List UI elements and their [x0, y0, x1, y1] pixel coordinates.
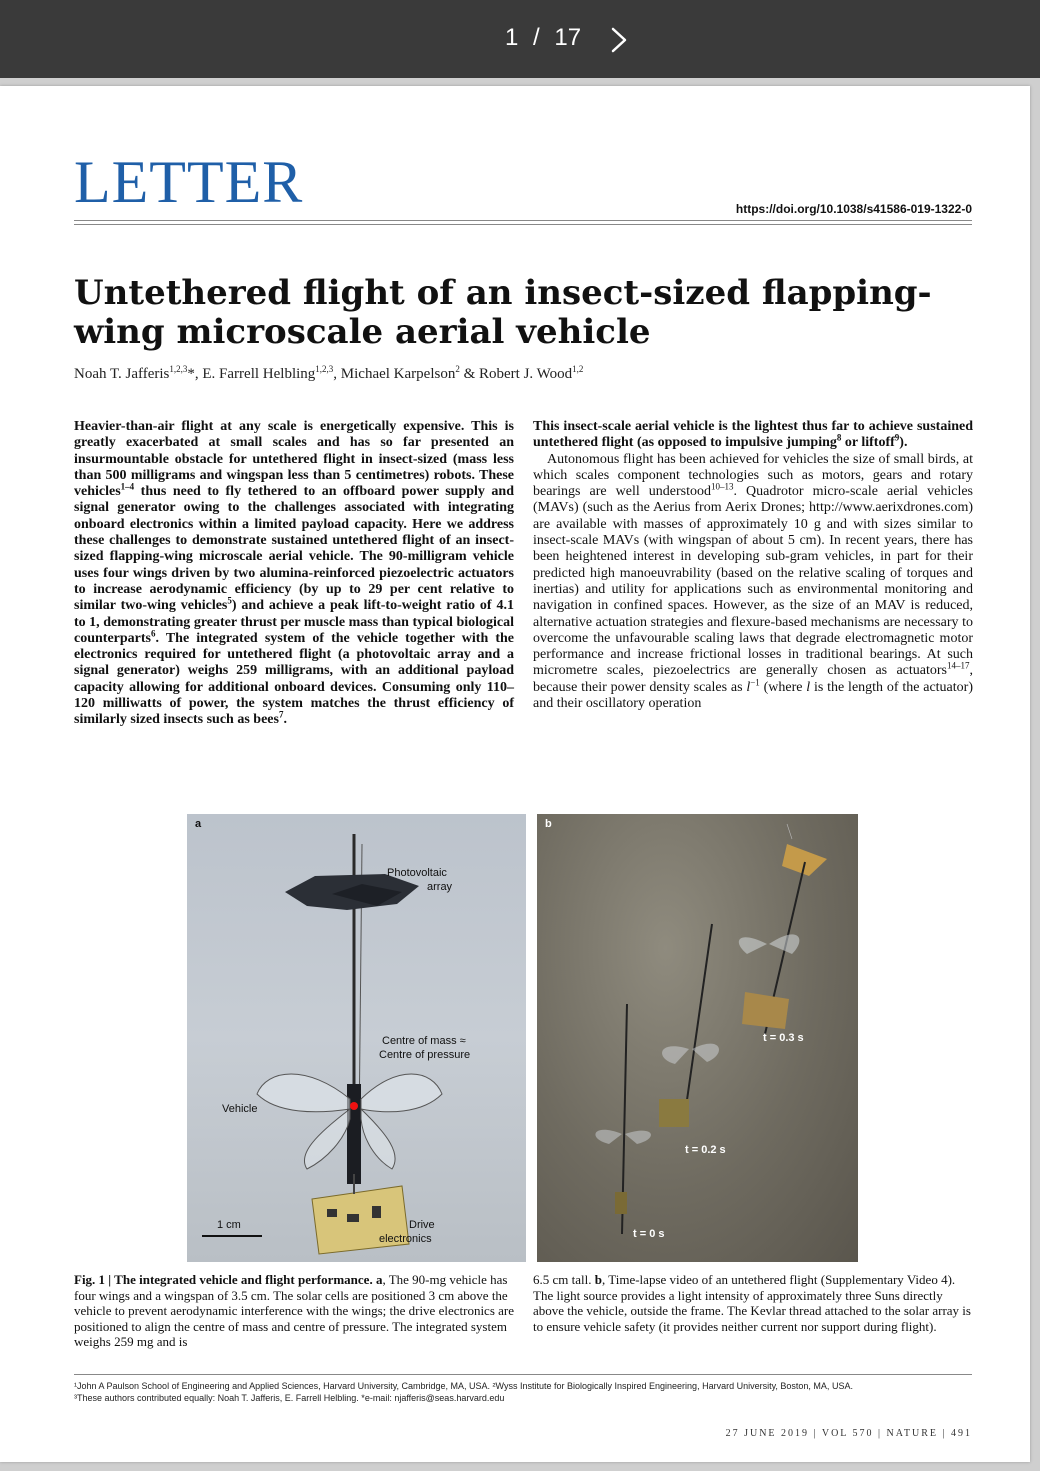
doi-link[interactable]: https://doi.org/10.1038/s41586-019-1322-0 [735, 202, 972, 216]
body-column [533, 419, 973, 712]
body-text-run: , because their power density scales as [533, 663, 973, 695]
total-pages: 17 [554, 24, 582, 51]
body-text-run: 14–17 [947, 660, 970, 671]
viewer-toolbar [0, 0, 1040, 78]
author-affiliation: 1,2 [572, 364, 584, 374]
author-name: Michael Karpelson [340, 366, 456, 382]
abstract-text-run: 7 [278, 709, 284, 720]
abstract [74, 419, 514, 729]
caption-text-run: b [594, 1272, 602, 1287]
body-text-run: Autonomous flight has been achieved for vehicles the size of small birds, at which scales component technologies such as motors, gears and rotary bearings are well understood [533, 451, 973, 500]
caption-text-run: , The 90-mg vehicle has four wings and a wingspan of 3.5 cm. The solar cells are positioned 3 cm above the vehicle to prevent aerodynamic interference with the wings; the drive electronics are positioned to align the centre of mass and centre of pressure. The integrated system weighs 259 mg and is [74, 1272, 515, 1349]
header-rule [74, 220, 972, 221]
array-label: array [427, 881, 453, 893]
affiliations-line: ¹John A Paulson School of Engineering and Applied Sciences, Harvard University, Cambridge, MA, USA. ²Wyss Institute for Biologically Inspired Engineering, Harvard University, Boston, MA, USA. [74, 1381, 853, 1391]
time-label-0-2s: t = 0.2 s [685, 1144, 726, 1156]
time-lapse-photo [537, 814, 858, 1262]
section-heading: LETTER [74, 149, 304, 215]
chevron-right-icon [604, 20, 634, 60]
caption-text-run: 6.5 cm tall. [533, 1272, 595, 1287]
intro-text-run: 8 [836, 432, 842, 443]
body-text-run: l [806, 679, 811, 695]
panel-label: a [195, 818, 202, 830]
page-separator: / [533, 24, 540, 51]
intro-text-run: ). [899, 435, 908, 451]
abstract-text-run: thus need to fly tethered to an offboard power supply and signal generator owing to the challenges associated with integrating onboard electronics within a limited payload capacity. Here we address these challenges to demonstrate sustained untethered flight of an insect-sized flapping-wing microscale aerial vehicle. The 90-milligram vehicle uses four wings driven by two alumina-reinforced piezoelectric actuators to increase aerodynamic efficiency (by up to 29 per cent relative to similar two-wing vehicles [74, 484, 514, 614]
affiliations-footnote [74, 1380, 974, 1404]
figure-caption-left [74, 1272, 514, 1350]
abstract-text-run: . The integrated system of the vehicle together with the electronics required for untethered flight (a photovoltaic array and a signal generator) weighs 259 milligrams, with an additional payload capacity allowing for additional onboard devices. Consuming only 110–120 milliwatts of power, the system matches the thrust efficiency of similarly sized insects such as bees [74, 630, 514, 728]
intro-text-run: 9 [894, 432, 900, 443]
bold-intro-paragraph [533, 419, 973, 452]
vehicle-label: Vehicle [222, 1103, 258, 1115]
panel-label: b [545, 818, 552, 830]
abstract-text-run: 5 [227, 595, 232, 606]
figure-panel-b [537, 814, 858, 1262]
document-page [0, 86, 1030, 1462]
drive-label: Drive [409, 1219, 435, 1231]
footnote-rule [74, 1374, 972, 1375]
body-text-run: l [746, 679, 751, 695]
time-label-0s: t = 0 s [633, 1228, 665, 1240]
time-label-0-3s: t = 0.3 s [763, 1032, 804, 1044]
author-name: Robert J. Wood [479, 366, 573, 382]
body-text-run: (where [759, 679, 807, 695]
body-text-run: −1 [750, 677, 760, 688]
body-text-run: . Quadrotor micro-scale aerial vehicles (MAVs) (such as the Aerius from Aerix Drones; http://www.aerixdrones.com) are available with masses of approximately 10 g and with sizes similar to insect-scale MAVs (with wingspan of about 5 cm). In recent years, there has been heightened interest in developing sub-gram vehicles, in part for their predicted high manoeuvrability (based on the relative scaling of torques and inertias) and utility for applications such as environmental monitoring and navigation in confined spaces. However, as the size of an MAV is reduced, alternative actuation strategies and flexure-based mechanisms are necessary to overcome the unfavourable scaling laws that degrade electromagnetic motor performance and increase frictional losses in traditional bearings. At such micrometre scales, piezoelectrics are generally chosen as actuators [533, 484, 973, 679]
photovoltaic-label: Photovoltaic [387, 867, 447, 879]
scale-bar-label: 1 cm [217, 1219, 241, 1231]
author-affiliation: 2 [455, 364, 460, 374]
figure-panel-a [187, 814, 526, 1262]
header-rule [74, 224, 972, 225]
body-text-run: 10–13 [711, 481, 734, 492]
abstract-text-run: 1–4 [120, 481, 135, 492]
author-name: Noah T. Jafferis [74, 366, 170, 382]
centre-of-pressure-label: Centre of pressure [379, 1049, 471, 1061]
author-list: Noah T. Jafferis$^{1,2,3}$*, E. Farrell Helbling$^{1,2,3}$, Michael Karpelson$^2$ & Robert J. Wood$^{1,2}$ [74, 364, 584, 382]
current-page-number[interactable]: 1 [505, 24, 519, 51]
abstract-text-run: . [283, 712, 287, 728]
electronics-label: electronics [379, 1233, 432, 1245]
contributions-line: ³These authors contributed equally: Noah T. Jafferis, E. Farrell Helbling. *e-mail: njafferis@seas.harvard.edu [74, 1393, 505, 1403]
author-name: E. Farrell Helbling [202, 366, 316, 382]
author-affiliation: 1,2,3 [169, 364, 188, 374]
body-text-run: is the length of the actuator) and their oscillatory operation [533, 679, 973, 712]
author-affiliation: 1,2,3 [315, 364, 334, 374]
centre-of-mass-label: Centre of mass ≈ [382, 1035, 466, 1047]
next-page-button[interactable] [604, 20, 634, 60]
abstract-text-run: 6 [151, 628, 156, 639]
vehicle-photo [187, 814, 526, 1262]
page-indicator [505, 24, 581, 52]
figure-caption-right [533, 1272, 973, 1334]
abstract-text-run: Heavier-than-air flight at any scale is energetically expensive. This is greatly exacerbated at small scales and has so far presented an insurmountable obstacle for untethered flight in insect-sized (mass less than 500 milligrams and wingspan less than 5 centimetres) robots. These vehicles [74, 419, 514, 500]
corresponding-author-mark: * [187, 366, 195, 382]
intro-text-run: or liftoff [841, 435, 895, 451]
body-paragraph [533, 452, 973, 713]
page-footer: 27 JUNE 2019 | VOL 570 | NATURE | 491 [725, 1428, 972, 1439]
abstract-paragraph [74, 419, 514, 729]
article-title: Untethered flight of an insect-sized flapping-wing microscale aerial vehicle [74, 273, 932, 352]
caption-text-run: Fig. 1 | The integrated vehicle and flight performance. a [74, 1272, 383, 1287]
caption-text-run: , Time-lapse video of an untethered flight (Supplementary Video 4). The light source provides a light intensity of approximately three Suns directly above the vehicle, outside the frame. The Kevlar thread attached to the solar array is to ensure vehicle safety (it provides neither current nor support during flight). [533, 1272, 971, 1334]
intro-text-run: This insect-scale aerial vehicle is the lightest thus far to achieve sustained untethered flight (as opposed to impulsive jumping [533, 419, 973, 451]
abstract-text-run: ) and achieve a peak lift-to-weight ratio of 4.1 to 1, demonstrating greater thrust per muscle mass than typical biological counterparts [74, 598, 514, 646]
